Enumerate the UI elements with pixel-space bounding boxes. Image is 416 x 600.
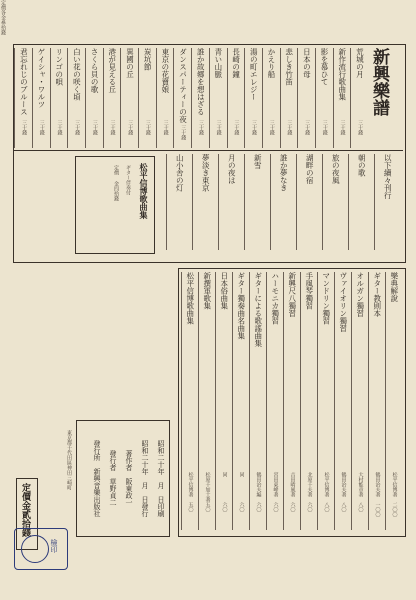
series-title: 新興樂譜 bbox=[369, 48, 389, 116]
top-series-item bbox=[333, 48, 351, 148]
bottom-series-item-title: ギターによる歌謠曲集 bbox=[253, 272, 263, 347]
top-series-item bbox=[14, 48, 32, 148]
bottom-series-item-title: ギター獨奏曲名曲集 bbox=[236, 272, 246, 340]
sub-series-item bbox=[192, 154, 218, 250]
top-divider bbox=[14, 150, 403, 151]
top-series-item-title: 日本の母 bbox=[302, 48, 312, 78]
bottom-series-item-title: ヴァイオリン獨習 bbox=[338, 272, 348, 332]
top-series-item-title: 湯の町エレジー bbox=[249, 48, 259, 101]
bottom-series-item-price: 八〇 bbox=[323, 502, 330, 512]
colophon-line: 發行者 草野貞二 bbox=[109, 450, 117, 506]
bottom-series-item-author: 鶴田治夫著 bbox=[340, 472, 347, 497]
bottom-series-item-price: 五〇 bbox=[187, 502, 194, 512]
top-series-item bbox=[315, 48, 333, 148]
top-series-item-price: 三十錢 bbox=[357, 120, 364, 135]
sub-series-item bbox=[348, 154, 374, 250]
top-series-item bbox=[191, 48, 209, 148]
top-series-item-title: 東京の花賣娘 bbox=[160, 48, 170, 93]
bottom-series-item bbox=[300, 272, 317, 530]
sub-series-item bbox=[166, 154, 192, 250]
bottom-series-item bbox=[351, 272, 368, 530]
bottom-series-item-price: 八〇 bbox=[340, 502, 347, 512]
sub-series-item bbox=[374, 154, 400, 250]
bottom-series-item-title: 新興尺八獨習 bbox=[287, 272, 297, 317]
top-series-item-title: かえり船 bbox=[266, 48, 276, 78]
top-series-item-title: 青い山脈 bbox=[213, 48, 223, 78]
bottom-series-item bbox=[181, 272, 198, 530]
sub-series-item-title: 新雪 bbox=[253, 154, 263, 169]
bottom-series-item bbox=[283, 272, 300, 530]
sub-series-item bbox=[218, 154, 244, 250]
middle-box-line-1: ギター伴奏付 bbox=[125, 165, 131, 195]
bottom-series-item bbox=[266, 272, 283, 530]
bottom-series-item-author: 松平信博著 bbox=[391, 472, 398, 497]
top-series-item-title: 影を慕ひて bbox=[320, 48, 330, 86]
top-series-item bbox=[156, 48, 174, 148]
inspection-stamp bbox=[14, 528, 68, 570]
stamp-text: 檢印 bbox=[50, 539, 58, 553]
top-series-item-price: 三十錢 bbox=[251, 120, 258, 135]
middle-notice-box bbox=[75, 156, 155, 254]
bottom-series-item bbox=[334, 272, 351, 530]
bottom-series-item-author: 宮田東峰著 bbox=[272, 472, 279, 497]
sub-series-item-title: 夢淡き東京 bbox=[201, 154, 211, 192]
top-series-item-price: 三十錢 bbox=[38, 120, 45, 135]
bottom-series-item-price: 六〇 bbox=[238, 502, 245, 512]
top-series-item-price: 三十錢 bbox=[197, 120, 204, 135]
top-series-item-price: 三十錢 bbox=[74, 120, 81, 135]
bottom-series-item-price: 八〇 bbox=[357, 502, 364, 512]
bottom-series-item-author: 同 bbox=[221, 472, 228, 477]
top-series-item bbox=[32, 48, 50, 148]
colophon-address: 東京都千代田區神田三崎町 bbox=[66, 430, 72, 490]
sub-series-item-title: 旅の夜風 bbox=[331, 154, 341, 184]
top-series-item-price: 三十錢 bbox=[233, 120, 240, 135]
bottom-series-item-price: 五〇 bbox=[204, 502, 211, 512]
top-series-item-price: 三十錢 bbox=[180, 125, 187, 140]
top-series-item-price: 三十錢 bbox=[21, 120, 28, 135]
top-series-item-price: 三十錢 bbox=[321, 120, 328, 135]
bottom-series-item-price: 六〇 bbox=[289, 502, 296, 512]
top-series-item bbox=[227, 48, 245, 148]
bottom-series-item-author: 同 bbox=[238, 472, 245, 477]
sub-items-list bbox=[160, 154, 400, 250]
stamp-circle-icon bbox=[21, 535, 49, 563]
sub-series-item-title: 以下續々刊行 bbox=[383, 154, 393, 199]
sub-series-item-title: 誰か夢なき bbox=[279, 154, 289, 192]
bottom-series-item bbox=[232, 272, 249, 530]
colophon-line: 發行所 新興音樂出版社 bbox=[93, 439, 101, 517]
top-series-item-title: リンゴの唄 bbox=[54, 48, 64, 86]
bottom-series-item-title: 新撰軍歌集 bbox=[202, 272, 212, 310]
bottom-series-item bbox=[317, 272, 334, 530]
sub-series-item-title: 山小舎の灯 bbox=[175, 154, 185, 192]
bottom-series-item-title: 樂典解說 bbox=[389, 272, 399, 302]
bottom-series-item-author: 北原千夫著 bbox=[306, 472, 313, 497]
top-series-item bbox=[244, 48, 262, 148]
top-series-item bbox=[173, 48, 191, 148]
top-series-item-price: 三十錢 bbox=[109, 120, 116, 135]
top-series-item bbox=[262, 48, 280, 148]
bottom-series-item-price: 六〇 bbox=[255, 502, 262, 512]
top-series-item-title: 新作流行歌曲集 bbox=[337, 48, 347, 101]
top-series-item bbox=[138, 48, 156, 148]
bottom-series-item-title: ギター教則本 bbox=[372, 272, 382, 317]
top-series-item bbox=[209, 48, 227, 148]
colophon-line: 著作者 阪東政一 bbox=[125, 450, 133, 506]
bottom-series-item bbox=[249, 272, 266, 530]
top-series-item-price: 三十錢 bbox=[91, 120, 98, 135]
bottom-series-item-author: 吉田晴風著 bbox=[289, 472, 296, 497]
top-series-item-price: 三十錢 bbox=[215, 120, 222, 135]
top-series-item-title: 誰か故郷を想はざる bbox=[196, 48, 206, 116]
top-series-item-price: 三十錢 bbox=[162, 120, 169, 135]
price-label: 定價金貳拾錢 bbox=[20, 483, 30, 537]
bottom-series-item-author: 鶴田治夫編 bbox=[255, 472, 262, 497]
top-series-item bbox=[120, 48, 138, 148]
top-series-item-title: ダンスパーティーの夜 bbox=[178, 48, 188, 123]
bottom-series-item bbox=[385, 272, 402, 530]
top-items-list bbox=[14, 48, 368, 148]
bottom-series-item-author: 松原千加士著 bbox=[204, 472, 211, 502]
bottom-series-item bbox=[368, 272, 385, 530]
colophon-line: 昭和二十年 月 日發行 bbox=[141, 439, 149, 517]
top-series-item bbox=[67, 48, 85, 148]
top-series-item bbox=[297, 48, 315, 148]
top-series-item-price: 三十錢 bbox=[304, 120, 311, 135]
sub-series-item-title: 月の夜は bbox=[227, 154, 237, 184]
bottom-series-item-title: 松平信博歌曲集 bbox=[185, 272, 195, 325]
series-subtitle: 定價各金參拾錢 bbox=[0, 0, 6, 35]
bottom-series-item-price: 六〇 bbox=[306, 502, 313, 512]
bottom-items-list bbox=[180, 272, 402, 530]
top-series-item-title: さくら貝の歌 bbox=[90, 48, 100, 93]
sub-series-item bbox=[296, 154, 322, 250]
sub-series-item-title: 湖畔の宿 bbox=[305, 154, 315, 184]
middle-box-title: 松平信博歌曲集 bbox=[139, 163, 149, 219]
bottom-series-item-price: 二〇〇 bbox=[391, 502, 398, 517]
sub-series-item bbox=[244, 154, 270, 250]
bottom-series-item-author: 松平信博著 bbox=[187, 472, 194, 497]
top-series-item bbox=[103, 48, 121, 148]
top-series-item-title: 君忘れじのブルース bbox=[19, 48, 29, 116]
bottom-series-item bbox=[198, 272, 215, 530]
top-series-item-title: 異國の丘 bbox=[125, 48, 135, 78]
top-series-item-price: 三十錢 bbox=[56, 120, 63, 135]
sub-series-item-title: 朝の歌 bbox=[357, 154, 367, 177]
colophon-line: 昭和二十年 月 日印刷 bbox=[157, 439, 165, 517]
sub-series-item bbox=[322, 154, 348, 250]
top-series-item-price: 三十錢 bbox=[268, 120, 275, 135]
bottom-series-item-author: 松平信博著 bbox=[323, 472, 330, 497]
bottom-series-item-title: オルガン獨習 bbox=[355, 272, 365, 317]
top-series-item bbox=[350, 48, 368, 148]
bottom-series-item-title: 日本俗曲集 bbox=[219, 272, 229, 310]
bottom-series-item-price: 六〇 bbox=[272, 502, 279, 512]
top-series-item-title: ゲイシャ・ワルツ bbox=[37, 48, 47, 108]
top-series-item-title: 悲しき竹笛 bbox=[284, 48, 294, 86]
bottom-series-item-author: 鶴田治夫著 bbox=[374, 472, 381, 497]
bottom-series-item-price: 一〇〇 bbox=[374, 502, 381, 517]
top-series-item-title: 長崎の鐘 bbox=[231, 48, 241, 78]
top-series-item-title: 白い花の咲く頃 bbox=[72, 48, 82, 101]
top-series-item-price: 三十錢 bbox=[286, 120, 293, 135]
bottom-series-item-title: ハーモニカ獨習 bbox=[270, 272, 280, 325]
top-series-item-price: 三十錢 bbox=[127, 120, 134, 135]
bottom-series-item-author: 大村能章著 bbox=[357, 472, 364, 497]
middle-box-line-2: 定價 金四拾錢 bbox=[113, 165, 119, 201]
bottom-series-item-title: マンドリン獨習 bbox=[321, 272, 331, 325]
top-series-item bbox=[280, 48, 298, 148]
top-series-item-title: 炭坑節 bbox=[143, 48, 153, 71]
bottom-series-item-price: 六〇 bbox=[221, 502, 228, 512]
colophon-lines bbox=[80, 426, 164, 530]
top-series-item bbox=[50, 48, 68, 148]
top-series-item-title: 荒城の月 bbox=[355, 48, 365, 78]
top-series-item-price: 三十錢 bbox=[339, 120, 346, 135]
bottom-series-item-title: 手風琴獨習 bbox=[304, 272, 314, 310]
bottom-series-item bbox=[215, 272, 232, 530]
top-series-item-price: 三十錢 bbox=[144, 120, 151, 135]
sub-series-item bbox=[270, 154, 296, 250]
top-series-item bbox=[85, 48, 103, 148]
top-series-item-title: 港が見える丘 bbox=[107, 48, 117, 93]
